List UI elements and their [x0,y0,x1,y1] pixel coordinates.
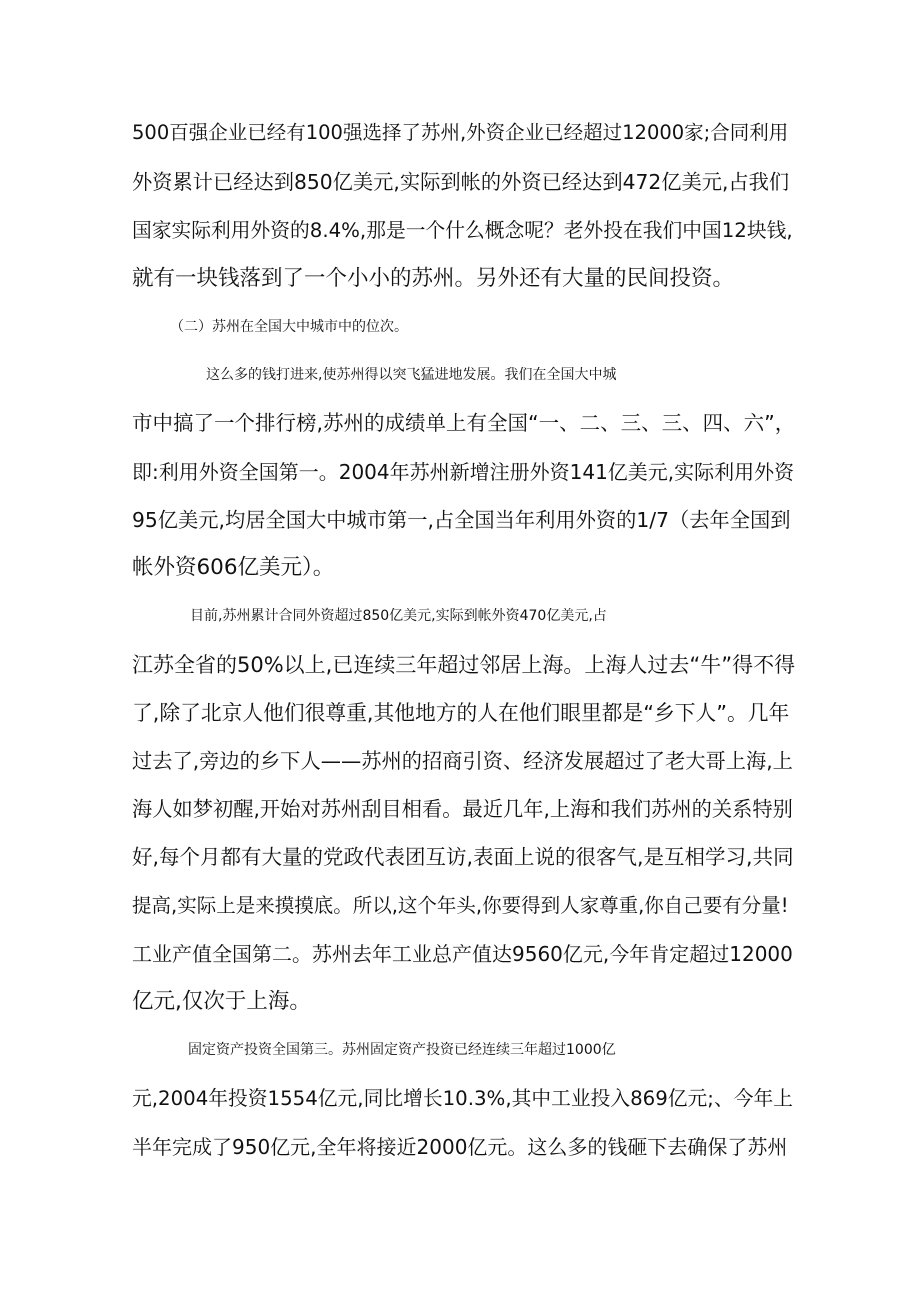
text-line: 目前,苏州累计合同外资超过850亿美元,实际到帐外资470亿美元,占 [190,608,607,624]
text-line: 帐外资606亿美元）。 [132,555,335,580]
section-heading: （二）苏州在全国大中城市中的位次。 [170,319,408,335]
text-line: 这么多的钱打进来,使苏州得以突飞猛进地发展。我们在全国大中城 [206,367,617,383]
text-line: 即:利用外资全国第一。2004年苏州新增注册外资141亿美元,实际利用外资 [132,460,795,484]
text-line: 市中搞了一个排行榜,苏州的成绩单上有全国“一、二、三、三、四、六”， [132,411,796,435]
text-line: 外资累计已经达到850亿美元,实际到帐的外资已经达到472亿美元,占我们 [132,170,790,194]
text-line: 过去了,旁边的乡下人——苏州的招商引资、经济发展超过了老大哥上海,上 [132,749,793,773]
text-line: 好,每个月都有大量的党政代表团互访,表面上说的很客气,是互相学习,共同 [132,845,794,869]
text-line: 了,除了北京人他们很尊重,其他地方的人在他们眼里都是“乡下人”。几年 [132,701,790,725]
text-line: 95亿美元,均居全国大中城市第一,占全国当年利用外资的1/7（去年全国到 [132,508,791,532]
text-line: 江苏全省的50%以上,已连续三年超过邻居上海。上海人过去“牛”得不得 [132,653,796,677]
text-line: 亿元,仅次于上海。 [132,989,311,1014]
text-line: 国家实际利用外资的8.4%,那是一个什么概念呢？老外投在我们中国12块钱, [132,219,793,242]
text-line: 工业产值全国第二。苏州去年工业总产值达9560亿元,今年肯定超过12000 [132,942,793,966]
text-line: 元,2004年投资1554亿元,同比增长10.3%,其中工业投入869亿元;、今年上 [132,1087,793,1110]
text-line: 就有一块钱落到了一个小小的苏州。另外还有大量的民间投资。 [132,266,735,291]
text-line: 半年完成了950亿元,全年将接近2000亿元。这么多的钱砸下去确保了苏州 [132,1135,788,1159]
text-line: 提高,实际上是来摸摸底。所以,这个年头,你要得到人家尊重,你自己要有分量! [132,894,789,917]
text-line: 500百强企业已经有100强选择了苏州,外资企业已经超过12000家;合同利用 [132,121,789,144]
text-line: 固定资产投资全国第三。苏州固定资产投资已经连续三年超过1000亿 [188,1042,616,1058]
text-line: 海人如梦初醒,开始对苏州刮目相看。最近几年,上海和我们苏州的关系特别 [132,797,793,821]
